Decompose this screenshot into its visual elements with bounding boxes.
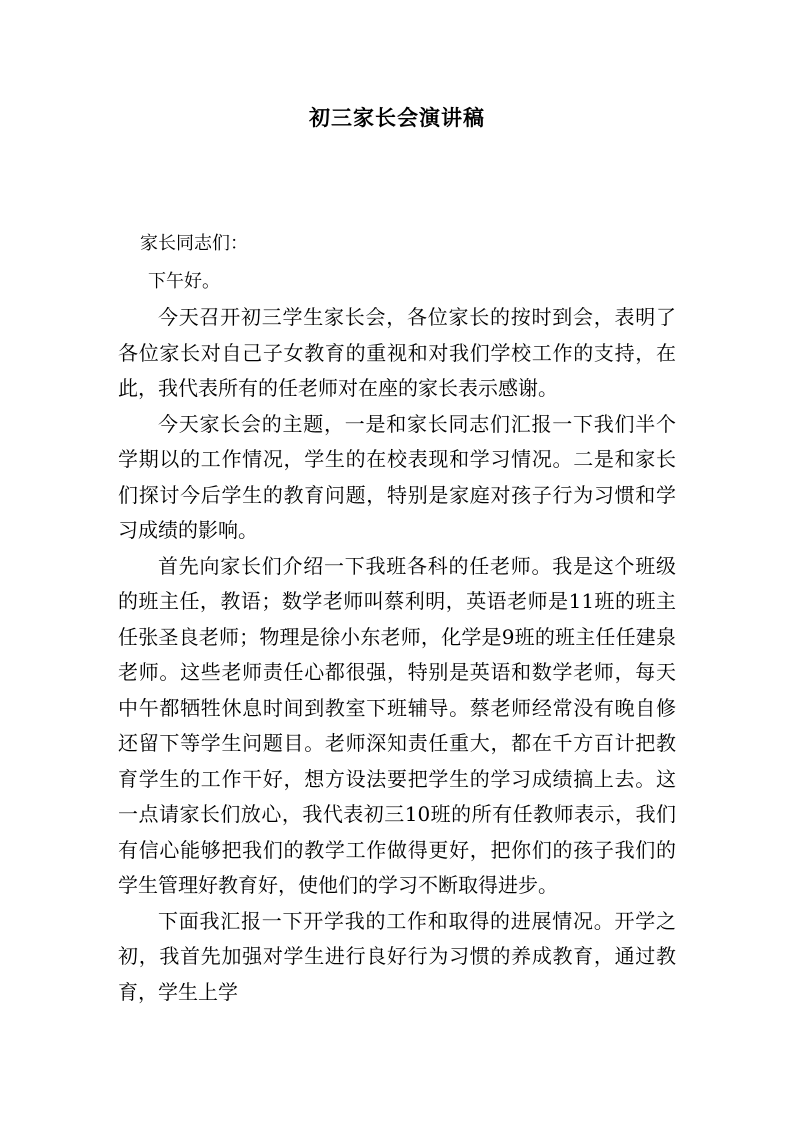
paragraph-2: 今天家长会的主题，一是和家长同志们汇报一下我们半个学期以的工作情况，学生的在校表现和学习情况。二是和家长们探讨今后学生的教育问题，特别是家庭对孩子行为习惯和学习成绩的影响。 [118, 411, 676, 542]
paragraph-1: 今天召开初三学生家长会，各位家长的按时到会，表明了各位家长对自己子女教育的重视和对我们学校工作的支持，在此，我代表所有的任老师对在座的家长表示感谢。 [118, 305, 676, 400]
paragraph-4: 下面我汇报一下开学我的工作和取得的进展情况。开学之初，我首先加强对学生进行良好行为习惯的养成教育，通过教育，学生上学 [118, 908, 676, 1004]
paragraph-3: 首先向家长们介绍一下我班各科的任老师。我是这个班级的班主任，教语；数学老师叫蔡利明，英语老师是11班的班主任张圣良老师；物理是徐小东老师，化学是9班的班主任任建泉老师。这些老师责任心都很强，特别是英语和数学老师，每天中午都牺牲休息时间到教室下班辅导。蔡老师经常没有晚自修还留下等学生问题目。老师深知责任重大，都在千方百计把教育学生的工作干好，想方设法要把学生的学习成绩搞上去。这一点请家长们放心，我代表初三10班的所有任教师表示，我们有信心能够把我们的教学工作做得更好，把你们的孩子我们的学生管理好教育好，使他们的学习不断取得进步。 [118, 553, 676, 897]
salutation: 家长同志们： [140, 233, 248, 254]
document-title: 初三家长会演讲稿 [309, 105, 485, 130]
document-body [118, 226, 676, 1010]
greeting: 下午好。 [148, 270, 220, 292]
